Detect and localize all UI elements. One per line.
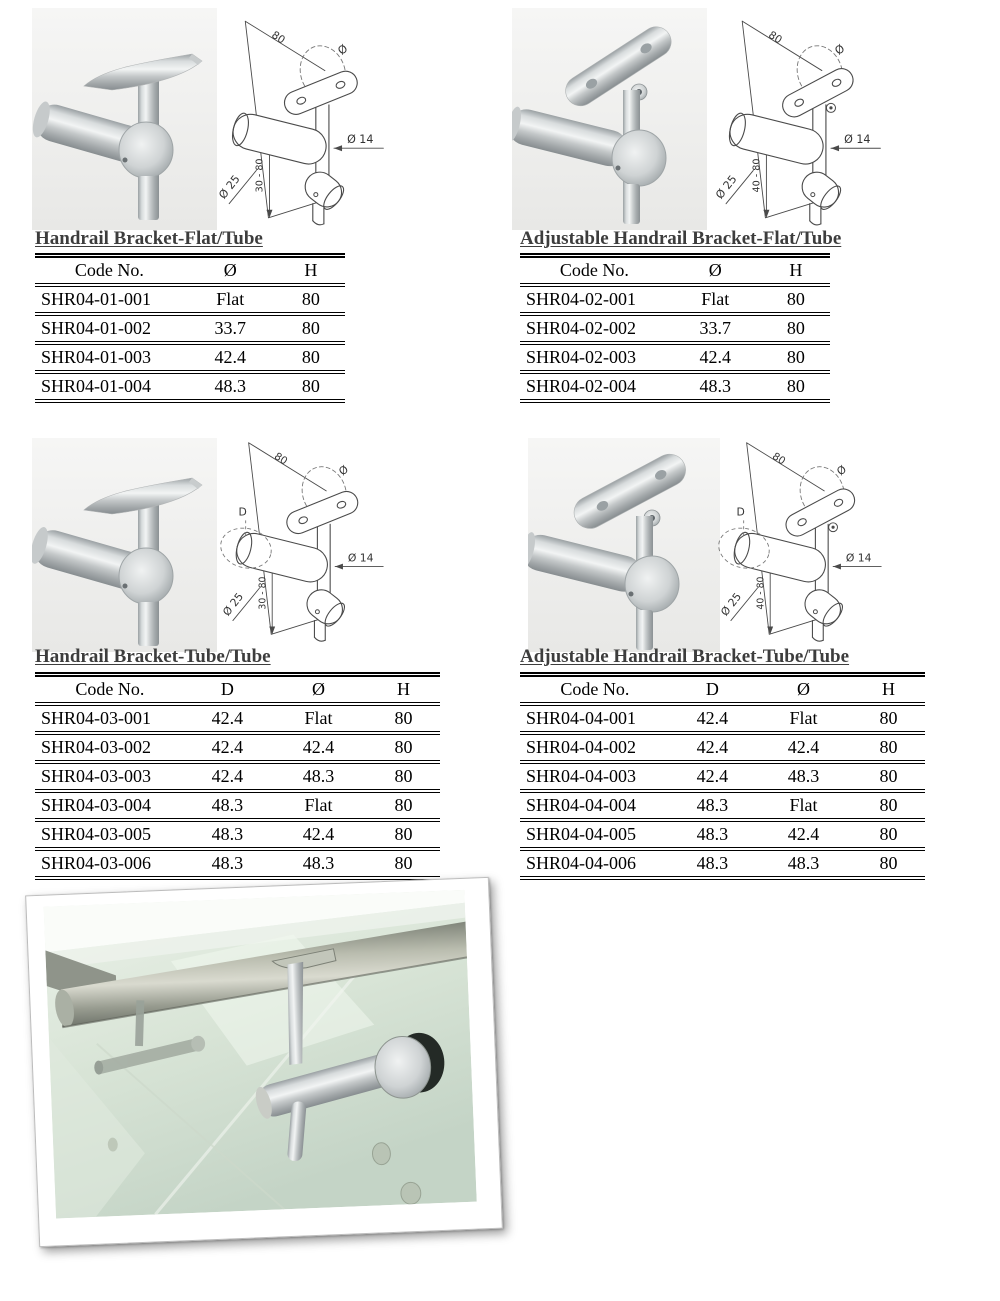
spec-cell: 42.4	[670, 762, 755, 791]
product-row	[35, 704, 440, 733]
spec-cell: 33.7	[184, 314, 277, 343]
product-code-cell: SHR04-01-003	[35, 343, 184, 372]
product-row	[520, 704, 925, 733]
product-code-cell: SHR04-01-001	[35, 285, 184, 314]
product-row	[520, 762, 925, 791]
spec-cell: 80	[277, 314, 345, 343]
product-code-cell: SHR04-03-002	[35, 733, 185, 762]
product-row	[35, 314, 345, 343]
product-code-cell: SHR04-02-004	[520, 372, 669, 401]
product-code-cell: SHR04-03-003	[35, 762, 185, 791]
spec-cell: 48.3	[670, 849, 755, 878]
spec-cell: 80	[852, 704, 925, 733]
column-header: H	[367, 675, 440, 705]
spec-cell: 33.7	[669, 314, 762, 343]
spec-cell: Flat	[270, 704, 367, 733]
spec-cell: 42.4	[185, 762, 270, 791]
product-row	[520, 314, 830, 343]
spec-cell: 80	[277, 343, 345, 372]
technical-drawing-adjustable-tube-tube	[708, 428, 966, 652]
spec-table-adjustable-flat-tube	[520, 253, 830, 403]
column-header: Ø	[184, 256, 277, 286]
spec-cell: 80	[852, 849, 925, 878]
product-row	[520, 733, 925, 762]
spec-cell: 80	[762, 314, 830, 343]
spec-table-wrap	[35, 672, 440, 880]
product-row	[520, 791, 925, 820]
spec-cell: 80	[277, 372, 345, 401]
spec-cell: 48.3	[270, 762, 367, 791]
dim-label-plate-hole-dia: Ø	[834, 462, 850, 479]
product-row	[35, 820, 440, 849]
product-row	[35, 343, 345, 372]
column-header: Code No.	[520, 256, 669, 286]
column-header: D	[185, 675, 270, 705]
spec-table-flat-tube	[35, 253, 345, 403]
spec-cell: 48.3	[270, 849, 367, 878]
dim-label-plate-width: 80	[269, 29, 288, 47]
spec-cell: Flat	[755, 704, 852, 733]
dim-label-plate-width: 80	[271, 450, 290, 468]
dim-label-wall-tube-dia: Ø 25	[718, 590, 745, 619]
spec-cell: 48.3	[670, 791, 755, 820]
dim-label-height-range: 40 - 80	[755, 576, 767, 610]
product-code-cell: SHR04-04-006	[520, 849, 670, 878]
dim-label-wall-tube-dia: Ø 25	[216, 172, 243, 202]
column-header: H	[277, 256, 345, 286]
spec-table-tube-tube	[35, 672, 440, 880]
spec-cell: 42.4	[185, 733, 270, 762]
spec-table-wrap	[35, 253, 345, 403]
column-header: Ø	[669, 256, 762, 286]
product-title: Handrail Bracket-Flat/Tube	[35, 228, 263, 249]
spec-cell: 48.3	[755, 762, 852, 791]
product-title: Adjustable Handrail Bracket-Tube/Tube	[520, 646, 850, 667]
spec-cell: 80	[277, 285, 345, 314]
spec-cell: 48.3	[669, 372, 762, 401]
spec-cell: 80	[367, 704, 440, 733]
product-code-cell: SHR04-03-004	[35, 791, 185, 820]
product-photo-tube-tube	[32, 438, 217, 652]
spec-cell: 42.4	[185, 704, 270, 733]
dim-label-height-range: 30 - 80	[254, 158, 266, 193]
column-header: Ø	[270, 675, 367, 705]
product-code-cell: SHR04-02-001	[520, 285, 669, 314]
product-photo-flat-tube	[32, 8, 217, 230]
dim-label-plate-hole-dia: Ø	[336, 462, 352, 479]
dim-label-plate-width: 80	[766, 29, 785, 47]
product-code-cell: SHR04-04-001	[520, 704, 670, 733]
spec-cell: 42.4	[270, 820, 367, 849]
product-photo-adjustable-tube-tube	[528, 438, 720, 652]
column-header: H	[762, 256, 830, 286]
product-row	[35, 372, 345, 401]
spec-cell: 42.4	[670, 704, 755, 733]
product-code-cell: SHR04-02-002	[520, 314, 669, 343]
spec-cell: 80	[762, 285, 830, 314]
product-row	[520, 343, 830, 372]
dim-label-post-dia: Ø 14	[844, 133, 871, 147]
spec-cell: 42.4	[755, 820, 852, 849]
spec-cell: 80	[367, 762, 440, 791]
product-code-cell: SHR04-04-004	[520, 791, 670, 820]
spec-cell: 80	[852, 791, 925, 820]
spec-cell: 80	[367, 849, 440, 878]
product-code-cell: SHR04-03-006	[35, 849, 185, 878]
technical-drawing-adjustable-flat-tube	[702, 6, 968, 236]
spec-cell: Flat	[270, 791, 367, 820]
product-row	[35, 285, 345, 314]
product-code-cell: SHR04-01-004	[35, 372, 184, 401]
dim-label-plate-width: 80	[769, 450, 788, 468]
column-header: D	[670, 675, 755, 705]
column-header: Code No.	[35, 256, 184, 286]
spec-table-wrap	[520, 672, 925, 880]
dim-label-post-dia: Ø 14	[347, 551, 374, 565]
dim-label-height-range: 30 - 80	[257, 576, 269, 610]
product-code-cell: SHR04-04-002	[520, 733, 670, 762]
spec-cell: 80	[367, 791, 440, 820]
dim-label-wall-tube-dia: Ø 25	[220, 590, 247, 619]
spec-table-adjustable-tube-tube	[520, 672, 925, 880]
dim-label-post-dia: Ø 14	[845, 551, 872, 565]
spec-cell: Flat	[669, 285, 762, 314]
column-header: Code No.	[35, 675, 185, 705]
spec-cell: 48.3	[184, 372, 277, 401]
spec-cell: 80	[852, 820, 925, 849]
spec-cell: 48.3	[755, 849, 852, 878]
spec-cell: 48.3	[185, 849, 270, 878]
installation-photo-card	[25, 877, 503, 1247]
spec-cell: 42.4	[755, 733, 852, 762]
dim-label-post-dia: Ø 14	[347, 133, 374, 147]
column-header: Code No.	[520, 675, 670, 705]
product-photo-adjustable-flat-tube	[512, 8, 707, 230]
dim-label-rail-dia: D	[238, 505, 247, 519]
spec-cell: 80	[762, 372, 830, 401]
spec-cell: 42.4	[270, 733, 367, 762]
spec-cell: 48.3	[185, 820, 270, 849]
product-row	[520, 820, 925, 849]
product-code-cell: SHR04-03-001	[35, 704, 185, 733]
installation-photo	[44, 890, 477, 1219]
product-row	[35, 849, 440, 878]
dim-label-rail-dia: D	[736, 505, 745, 519]
product-title: Adjustable Handrail Bracket-Flat/Tube	[520, 228, 842, 249]
spec-cell: 80	[762, 343, 830, 372]
spec-cell: Flat	[184, 285, 277, 314]
dim-label-plate-hole-dia: Ø	[335, 41, 351, 58]
dim-label-height-range: 40 - 80	[751, 158, 763, 193]
product-row	[520, 285, 830, 314]
product-row	[35, 733, 440, 762]
spec-cell: 42.4	[184, 343, 277, 372]
product-row	[35, 791, 440, 820]
spec-cell: 48.3	[185, 791, 270, 820]
spec-cell: 80	[852, 762, 925, 791]
product-code-cell: SHR04-03-005	[35, 820, 185, 849]
product-row	[520, 849, 925, 878]
spec-cell: Flat	[755, 791, 852, 820]
technical-drawing-flat-tube	[212, 6, 464, 236]
spec-table-wrap	[520, 253, 830, 403]
spec-cell: 80	[367, 733, 440, 762]
product-code-cell: SHR04-04-005	[520, 820, 670, 849]
column-header: Ø	[755, 675, 852, 705]
product-row	[520, 372, 830, 401]
product-row	[35, 762, 440, 791]
spec-cell: 80	[367, 820, 440, 849]
spec-cell: 42.4	[670, 733, 755, 762]
technical-drawing-tube-tube	[210, 428, 468, 652]
product-code-cell: SHR04-02-003	[520, 343, 669, 372]
dim-label-wall-tube-dia: Ø 25	[713, 172, 740, 202]
spec-cell: 80	[852, 733, 925, 762]
spec-cell: 48.3	[670, 820, 755, 849]
dim-label-plate-hole-dia: Ø	[832, 41, 848, 58]
product-title: Handrail Bracket-Tube/Tube	[35, 646, 271, 667]
spec-cell: 42.4	[669, 343, 762, 372]
product-code-cell: SHR04-04-003	[520, 762, 670, 791]
column-header: H	[852, 675, 925, 705]
product-code-cell: SHR04-01-002	[35, 314, 184, 343]
